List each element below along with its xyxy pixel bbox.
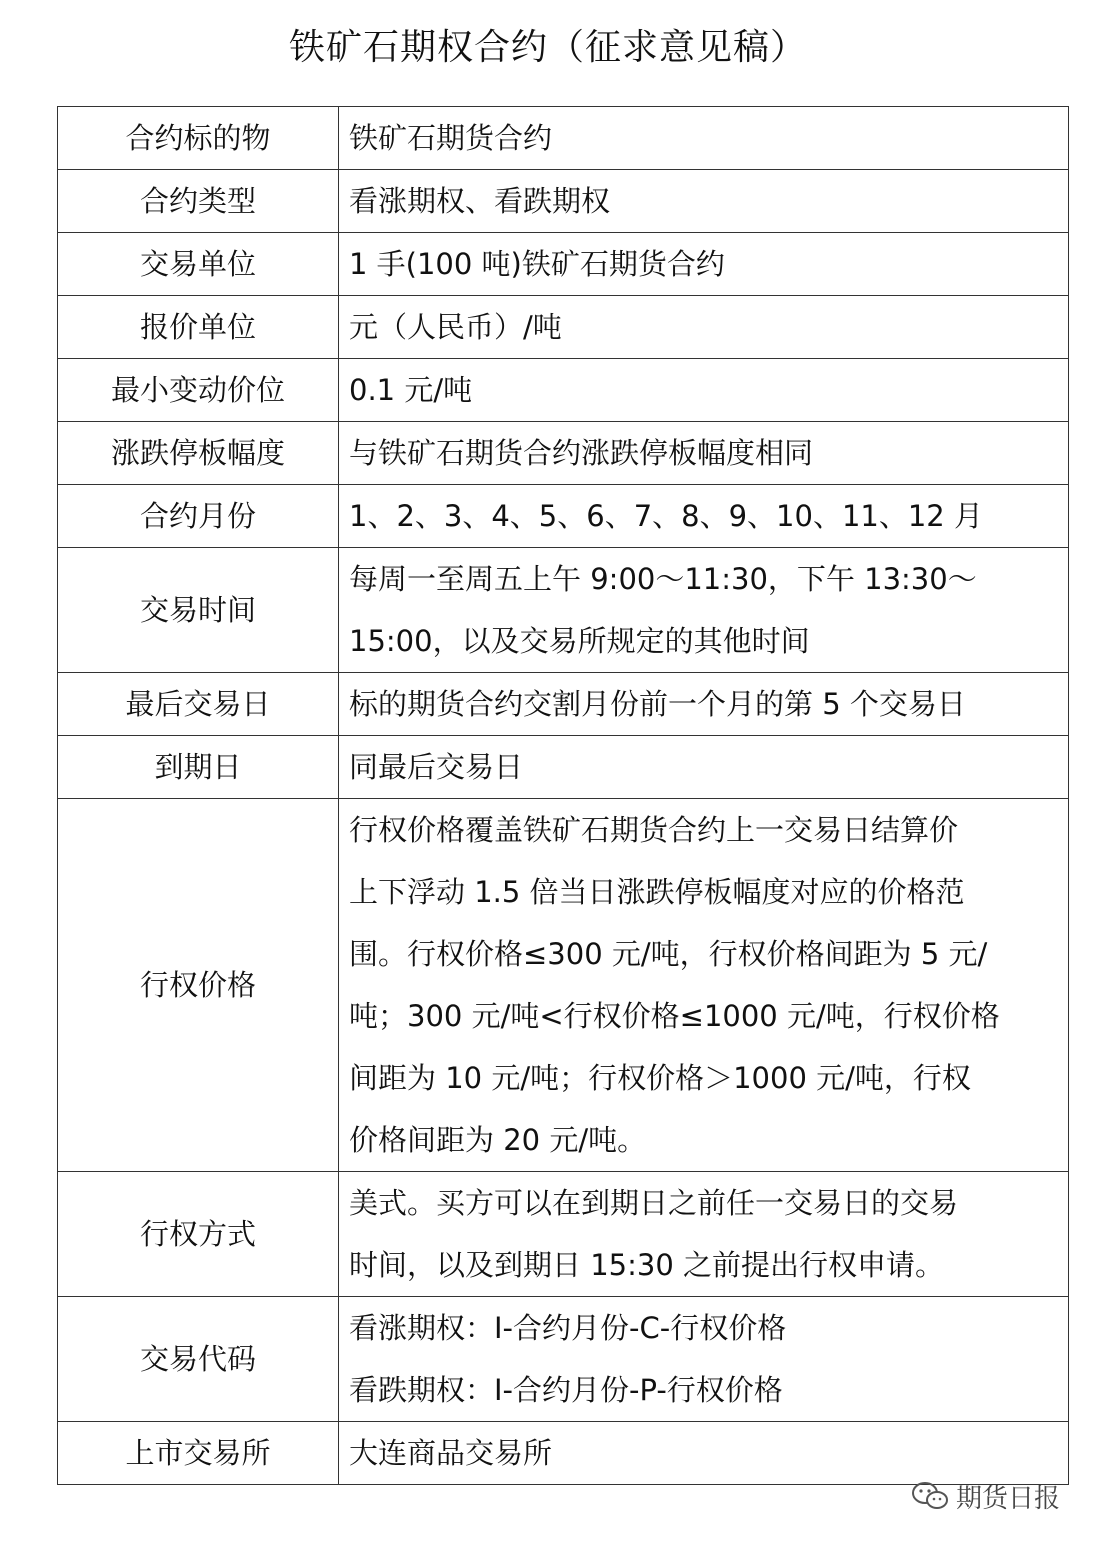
row-label: 报价单位 <box>58 296 339 359</box>
table-row <box>58 799 1069 1172</box>
contract-spec-table <box>57 106 1069 1485</box>
row-value <box>339 736 1069 799</box>
row-label: 行权价格 <box>58 799 339 1172</box>
table-row <box>58 485 1069 548</box>
row-value <box>339 107 1069 170</box>
table-row <box>58 359 1069 422</box>
value-line: 美式。买方可以在到期日之前任一交易日的交易 <box>349 1186 959 1220</box>
table-row <box>58 296 1069 359</box>
value-line: 元（人民币）/吨 <box>349 310 562 344</box>
value-line: 时间，以及到期日 15:30 之前提出行权申请。 <box>349 1248 945 1282</box>
table-row <box>58 422 1069 485</box>
row-value <box>339 170 1069 233</box>
row-label: 合约标的物 <box>58 107 339 170</box>
value-line: 围。行权价格≤300 元/吨，行权价格间距为 5 元/ <box>349 937 988 971</box>
value-line: 大连商品交易所 <box>349 1436 553 1470</box>
row-label: 交易时间 <box>58 548 339 673</box>
table-row <box>58 1297 1069 1422</box>
row-label: 合约月份 <box>58 485 339 548</box>
row-label: 交易单位 <box>58 233 339 296</box>
value-line: 1 手(100 吨)铁矿石期货合约 <box>349 247 725 281</box>
value-line: 行权价格覆盖铁矿石期货合约上一交易日结算价 <box>349 813 959 847</box>
row-label: 合约类型 <box>58 170 339 233</box>
table-row <box>58 107 1069 170</box>
row-value <box>339 296 1069 359</box>
value-line: 看涨期权：I-合约月份-C-行权价格 <box>349 1311 787 1345</box>
value-line: 看跌期权：I-合约月份-P-行权价格 <box>349 1373 783 1407</box>
value-line: 价格间距为 20 元/吨。 <box>349 1123 647 1157</box>
value-line: 铁矿石期货合约 <box>349 121 553 155</box>
table-row <box>58 1172 1069 1297</box>
row-label: 涨跌停板幅度 <box>58 422 339 485</box>
value-line: 上下浮动 1.5 倍当日涨跌停板幅度对应的价格范 <box>349 875 965 909</box>
value-line: 标的期货合约交割月份前一个月的第 5 个交易日 <box>349 687 966 721</box>
row-value <box>339 233 1069 296</box>
row-label: 交易代码 <box>58 1297 339 1422</box>
row-label: 最后交易日 <box>58 673 339 736</box>
value-line: 同最后交易日 <box>349 750 524 784</box>
watermark-text: 期货日报 <box>955 1483 1060 1514</box>
row-value <box>339 1297 1069 1422</box>
table-row <box>58 673 1069 736</box>
value-line: 每周一至周五上午 9:00～11:30，下午 13:30～ <box>349 562 977 596</box>
row-value <box>339 673 1069 736</box>
wechat-icon <box>910 1480 950 1512</box>
row-label: 行权方式 <box>58 1172 339 1297</box>
document-title: 铁矿石期权合约（征求意见稿） <box>288 27 807 68</box>
row-label: 到期日 <box>58 736 339 799</box>
row-value <box>339 485 1069 548</box>
row-value <box>339 422 1069 485</box>
table-row <box>58 548 1069 673</box>
row-value <box>339 548 1069 673</box>
value-line: 吨；300 元/吨<行权价格≤1000 元/吨，行权价格 <box>349 999 1000 1033</box>
table-row <box>58 736 1069 799</box>
row-value <box>339 1172 1069 1297</box>
value-line: 0.1 元/吨 <box>349 373 473 407</box>
value-line: 间距为 10 元/吨；行权价格＞1000 元/吨，行权 <box>349 1061 971 1095</box>
row-value <box>339 359 1069 422</box>
row-label: 最小变动价位 <box>58 359 339 422</box>
table-row <box>58 233 1069 296</box>
value-line: 看涨期权、看跌期权 <box>349 184 611 218</box>
value-line: 1、2、3、4、5、6、7、8、9、10、11、12 月 <box>349 499 983 533</box>
table-row <box>58 170 1069 233</box>
row-label: 上市交易所 <box>58 1422 339 1485</box>
row-value <box>339 799 1069 1172</box>
value-line: 与铁矿石期货合约涨跌停板幅度相同 <box>349 436 814 470</box>
watermark <box>910 1476 1060 1516</box>
contract-spec-body <box>58 107 1069 1485</box>
value-line: 15:00，以及交易所规定的其他时间 <box>349 624 810 658</box>
